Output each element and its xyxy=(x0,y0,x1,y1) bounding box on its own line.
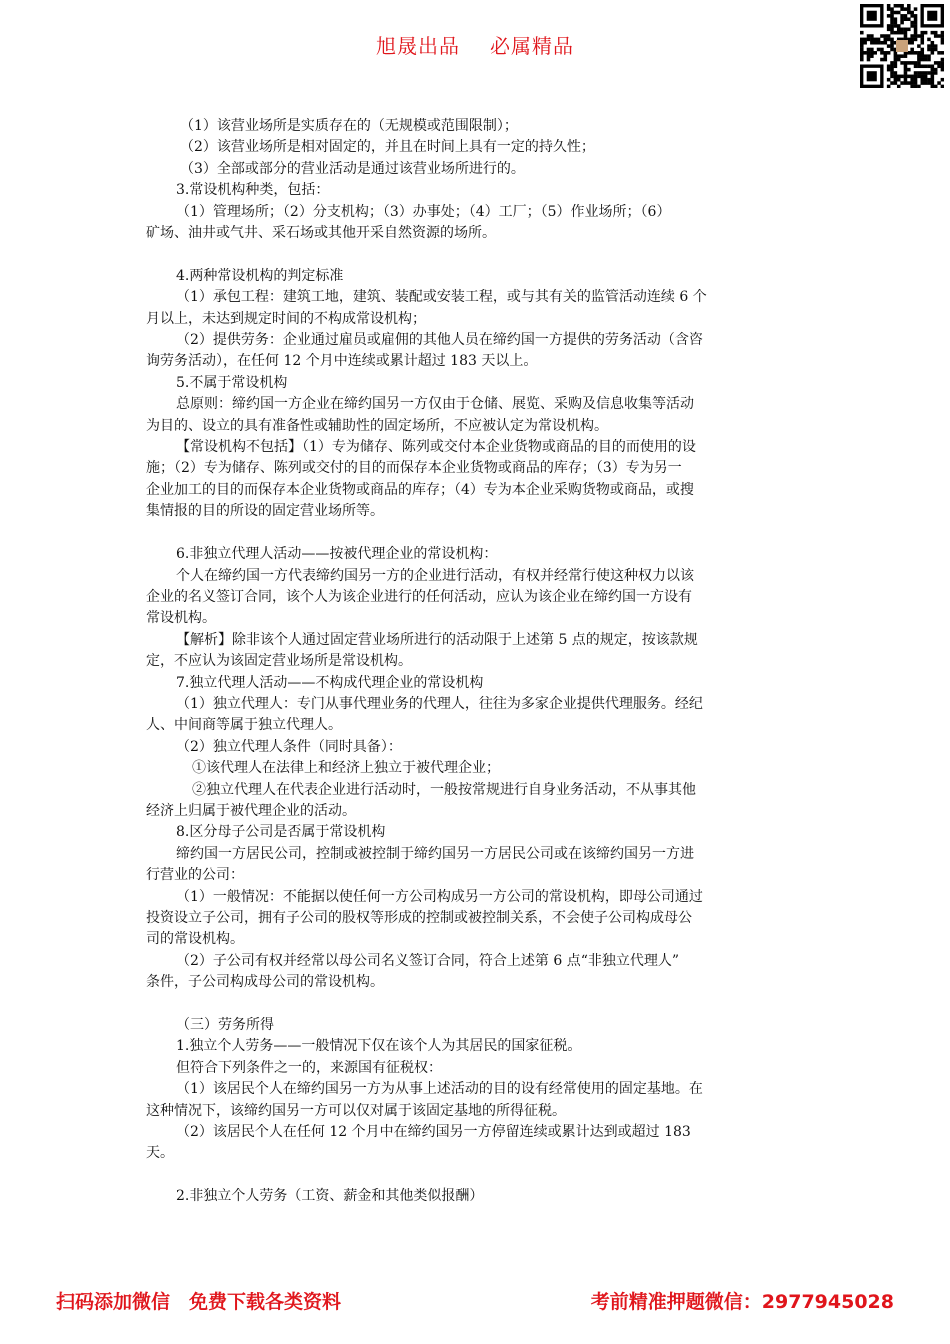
text-line: 投资设立子公司，拥有子公司的股权等形成的控制或被控制关系，不会使子公司构成母公 xyxy=(146,910,692,926)
text-line: 【常设机构不包括】（1）专为储存、陈列或交付本企业货物或商品的目的而使用的设 xyxy=(176,439,696,456)
text-line: （1）承包工程：建筑工地，建筑、装配或安装工程，或与其有关的监管活动连续 6 个 xyxy=(176,289,707,306)
text-line: 总原则：缔约国一方企业在缔约国另一方仅由于仓储、展览、采购及信息收集等活动 xyxy=(176,396,694,413)
text-line: 月以上，未达到规定时间的不构成常设机构； xyxy=(146,310,426,327)
text-line: 询劳务活动），在任何 12 个月中连续或累计超过 183 天以上。 xyxy=(146,353,538,370)
text-line: （2）该居民个人在任何 12 个月中在缔约国另一方停留连续或累计达到或超过 183 xyxy=(176,1124,691,1141)
text-line: 条件，子公司构成母公司的常设机构。 xyxy=(146,974,384,991)
text-line: （1）该居民个人在缔约国另一方为从事上述活动的目的设有经常使用的固定基地。在 xyxy=(176,1081,703,1098)
page-header xyxy=(0,30,950,59)
text-line: 8.区分母子公司是否属于常设机构 xyxy=(176,824,386,841)
text-line: 3.常设机构种类，包括： xyxy=(176,182,330,199)
text-line: 7.独立代理人活动——不构成代理企业的常设机构 xyxy=(176,674,484,691)
text-line: 这种情况下，该缔约国另一方可以仅对属于该固定基地的所得征税。 xyxy=(146,1102,566,1119)
qr-code-icon xyxy=(860,4,944,88)
text-line: 1.独立个人劳务——一般情况下仅在该个人为其居民的国家征税。 xyxy=(176,1038,582,1055)
page-footer xyxy=(0,1287,950,1315)
text-line: （2）提供劳务：企业通过雇员或雇佣的其他人员在缔约国一方提供的劳务活动（含咨 xyxy=(176,332,703,349)
text-line: 4.两种常设机构的判定标准 xyxy=(176,267,344,284)
blank-line xyxy=(146,523,806,544)
blank-line xyxy=(146,244,806,265)
text-line: 2.非独立个人劳务（工资、薪金和其他类似报酬） xyxy=(176,1188,484,1205)
text-line: 行营业的公司： xyxy=(146,867,244,884)
text-line: 为目的、设立的具有准备性或辅助性的固定场所，不应被认定为常设机构。 xyxy=(146,417,608,434)
text-line: 企业加工的目的而保存本企业货物或商品的库存；（4）专为本企业采购货物或商品，或搜 xyxy=(146,481,694,498)
text-line: 但符合下列条件之一的，来源国有征税权： xyxy=(176,1059,442,1076)
blank-line xyxy=(146,994,806,1015)
text-line: 天。 xyxy=(146,1145,174,1162)
text-line: 施；（2）专为储存、陈列或交付的目的而保存本企业货物或商品的库存；（3）专为另一 xyxy=(146,460,682,477)
text-line: 司的常设机构。 xyxy=(146,931,244,948)
text-line: 6.非独立代理人活动——按被代理企业的常设机构： xyxy=(176,546,498,563)
text-line: （2）独立代理人条件（同时具备）： xyxy=(176,738,402,755)
text-line: （2）子公司有权并经常以母公司名义签订合同，符合上述第 6 点“非独立代理人” xyxy=(176,952,680,969)
text-line: 常设机构。 xyxy=(146,610,216,627)
text-line: ②独立代理人在代表企业进行活动时，一般按常规进行自身业务活动，不从事其他 xyxy=(192,781,696,798)
text-line: 企业的名义签订合同，该个人为该企业进行的任何活动，应认为该企业在缔约国一方设有 xyxy=(146,588,692,605)
blank-line xyxy=(146,1165,806,1186)
footer-right-text: 考前精准押题微信：2977945028 xyxy=(590,1291,894,1313)
text-line: （1）一般情况：不能据以使任何一方公司构成另一方公司的常设机构，即母公司通过 xyxy=(176,888,703,905)
text-line: （1）管理场所；（2）分支机构；（3）办事处；（4）工厂；（5）作业场所；（6） xyxy=(176,203,671,220)
text-line: （2）该营业场所是相对固定的，并且在时间上具有一定的持久性； xyxy=(180,139,595,156)
document-body xyxy=(146,116,806,1208)
text-line: ①该代理人在法律上和经济上独立于被代理企业； xyxy=(192,760,500,777)
text-line: 个人在缔约国一方代表缔约国另一方的企业进行活动，有权并经常行使这种权力以该 xyxy=(176,567,694,584)
text-line: （3）全部或部分的营业活动是通过该营业场所进行的。 xyxy=(180,160,525,177)
footer-left-text: 扫码添加微信 免费下载各类资料 xyxy=(56,1291,342,1313)
header-left-slogan: 旭晟出品 xyxy=(376,34,460,58)
text-line: 【解析】除非该个人通过固定营业场所进行的活动限于上述第 5 点的规定，按该款规 xyxy=(176,631,698,648)
text-line: 定，不应认为该固定营业场所是常设机构。 xyxy=(146,653,412,670)
text-line: 集情报的目的所设的固定营业场所等。 xyxy=(146,503,384,520)
header-right-slogan: 必属精品 xyxy=(490,34,574,58)
text-line: 矿场、油井或气井、采石场或其他开采自然资源的场所。 xyxy=(146,225,496,242)
text-line: （三）劳务所得 xyxy=(176,1017,274,1034)
text-line: 经济上归属于被代理企业的活动。 xyxy=(146,802,356,819)
text-line: （1）该营业场所是实质存在的（无规模或范围限制）； xyxy=(180,118,518,134)
text-line: 缔约国一方居民公司，控制或被控制于缔约国另一方居民公司或在该缔约国另一方进 xyxy=(176,845,694,862)
text-line: 5.不属于常设机构 xyxy=(176,374,288,391)
text-line: 人、中间商等属于独立代理人。 xyxy=(146,717,342,734)
text-line: （1）独立代理人：专门从事代理业务的代理人，往往为多家企业提供代理服务。经纪 xyxy=(176,695,703,712)
